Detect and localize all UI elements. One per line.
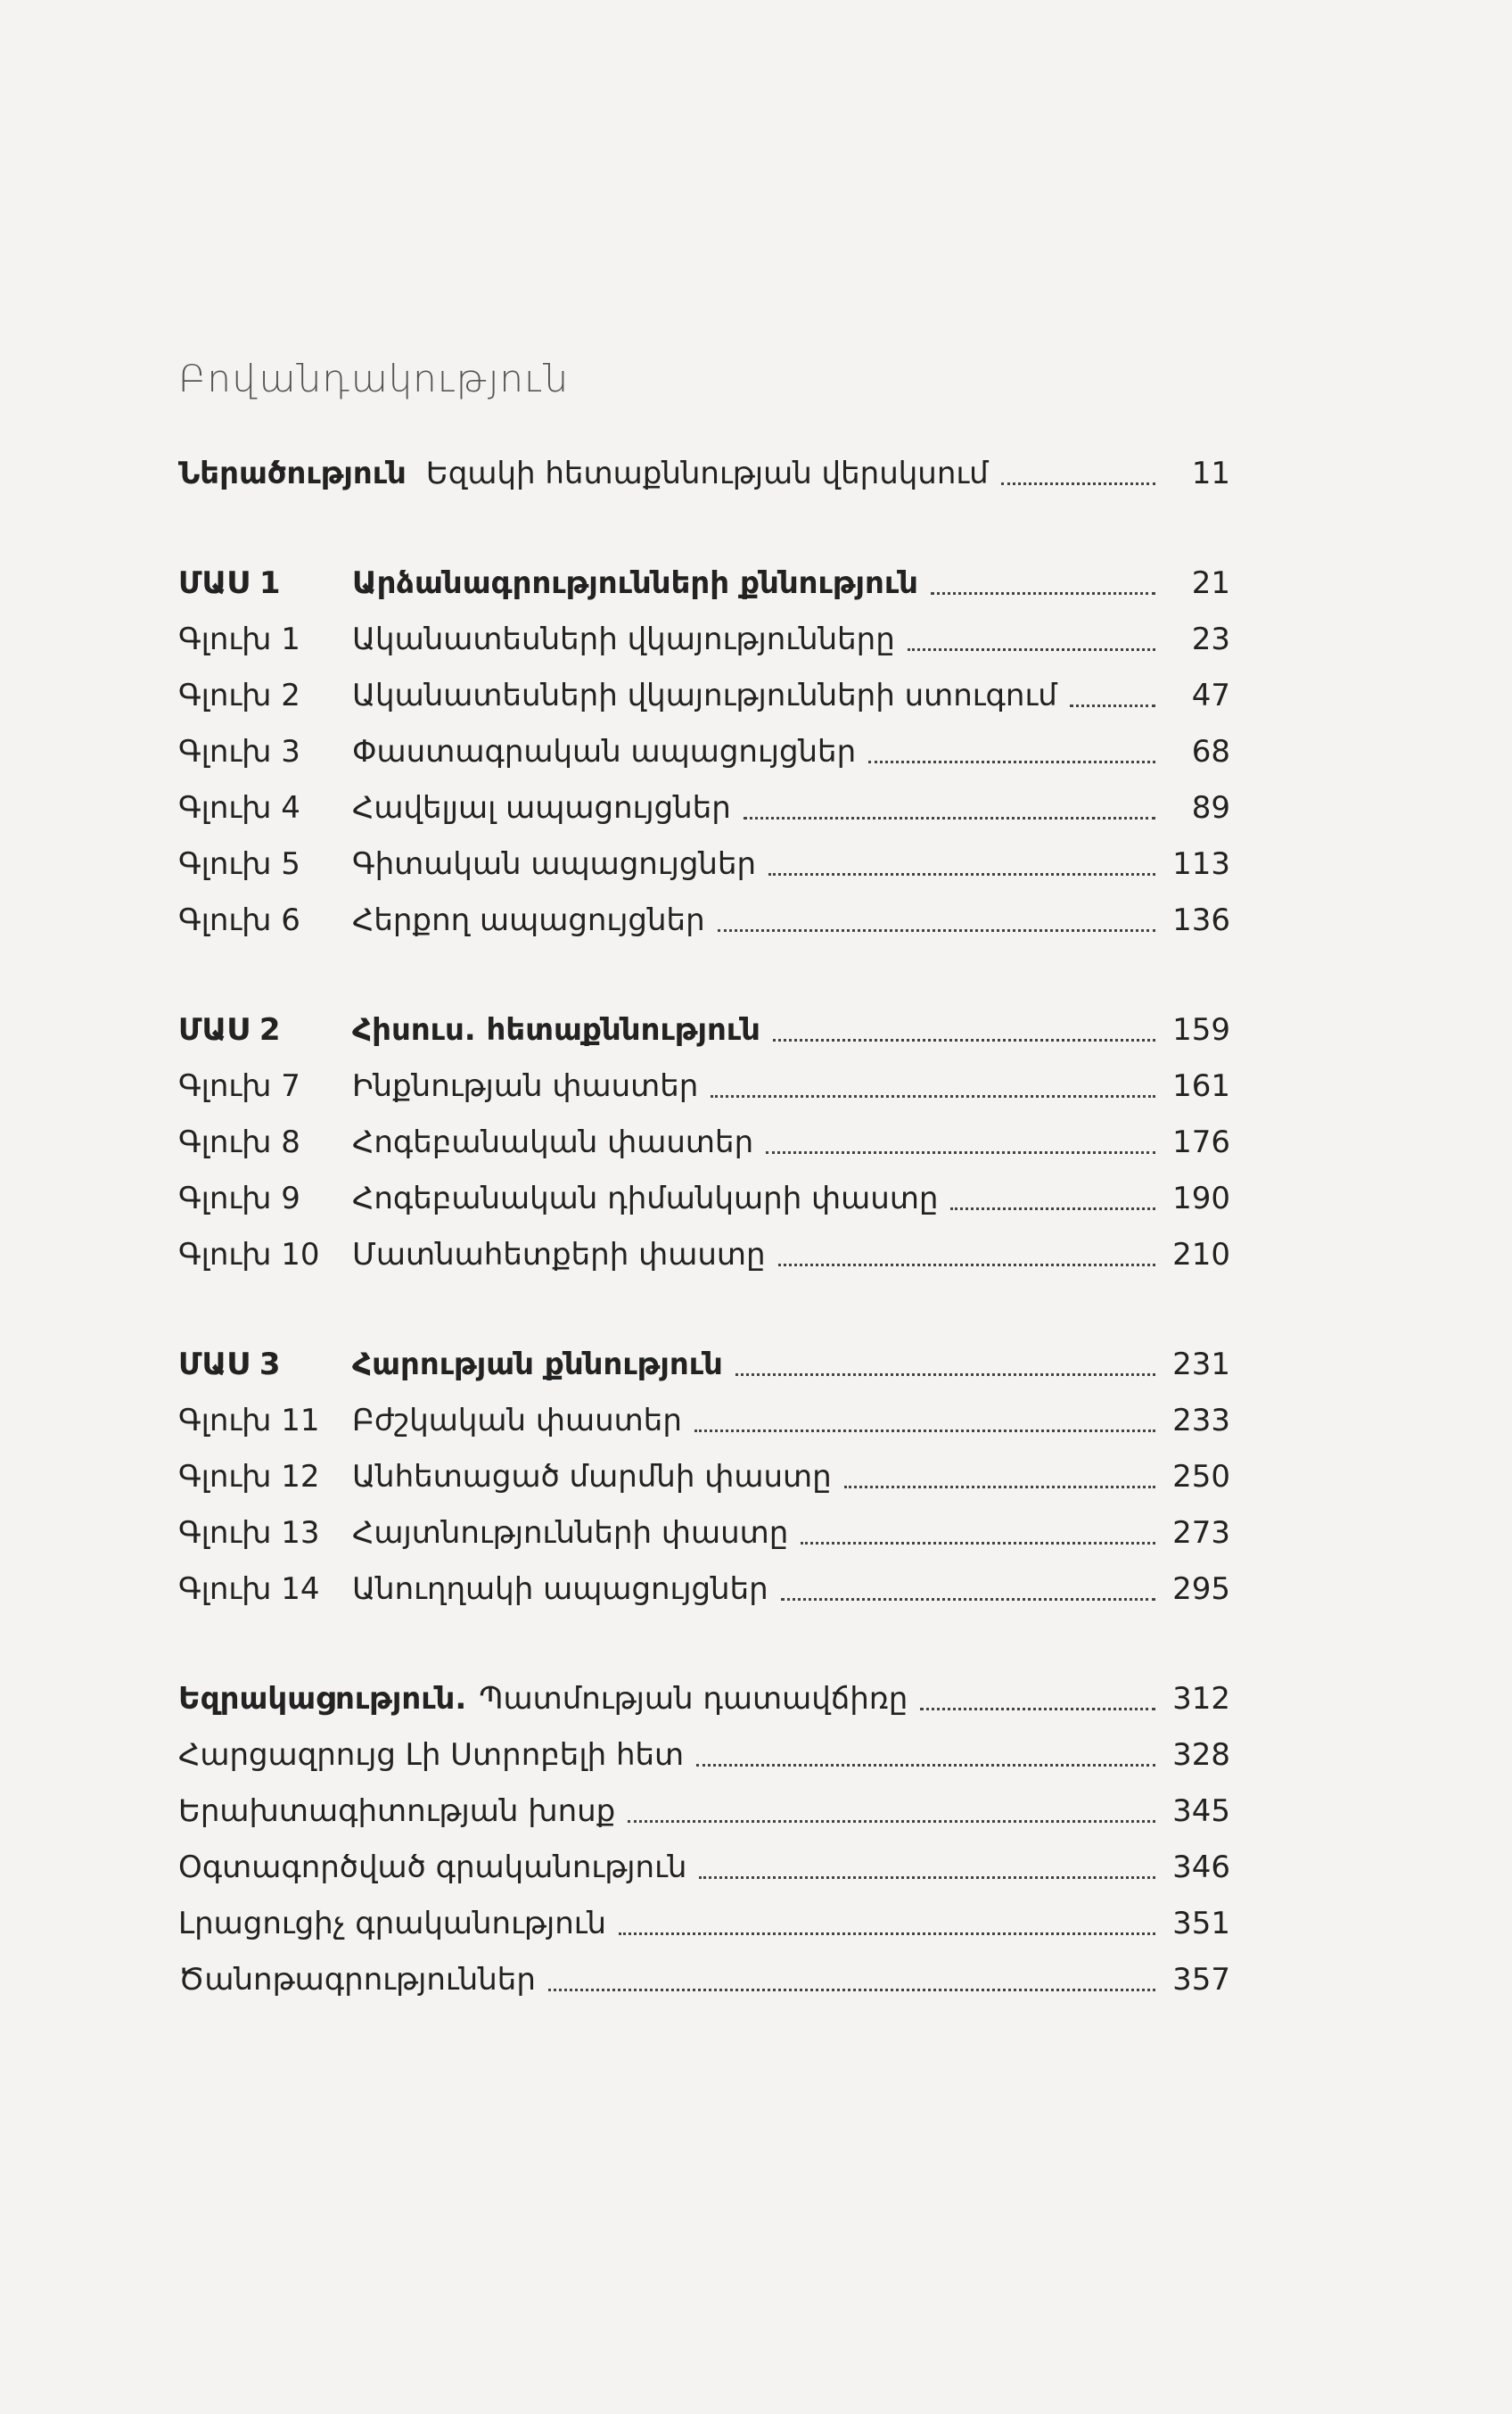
chapter-title: Ականատեսների վկայությունները [352, 622, 895, 657]
chapter-title: Բժշկական փաստեր [352, 1403, 682, 1438]
chapter-label: Գլուխ 6 [178, 902, 300, 938]
page-number: 351 [1172, 1906, 1230, 1941]
page-number: 250 [1172, 1459, 1230, 1495]
section-gap [178, 1283, 1230, 1337]
toc-row-intro[interactable] [178, 446, 1230, 502]
chapter-title: Հոգեբանական դիմանկարի փաստը [352, 1181, 939, 1216]
leader-dots [699, 1875, 1155, 1879]
section-gap [178, 1618, 1230, 1671]
chapter-title: Հերքող ապացույցներ [352, 902, 705, 938]
chapter-title: Գիտական ապացույցներ [352, 846, 757, 882]
part-title: Արձանագրությունների քննություն [352, 565, 918, 601]
toc-row-part-1[interactable] [178, 556, 1230, 612]
leader-dots [744, 816, 1155, 820]
back-matter-title: Երախտագիտության խոսք [178, 1793, 616, 1829]
leader-dots [711, 1094, 1155, 1098]
page-number: 23 [1191, 622, 1230, 657]
chapter-label: Գլուխ 11 [178, 1403, 320, 1438]
page-number: 345 [1172, 1793, 1230, 1829]
toc-row-chapter[interactable] [178, 668, 1230, 724]
chapter-label: Գլուխ 4 [178, 790, 300, 826]
toc-row-chapter[interactable] [178, 724, 1230, 780]
page-number: 357 [1172, 1962, 1230, 1998]
toc-row-chapter[interactable] [178, 1171, 1230, 1227]
chapter-title: Հայտնությունների փաստը [352, 1515, 789, 1551]
chapter-title: Մատնահետքերի փաստը [352, 1237, 766, 1273]
section-gap [178, 949, 1230, 1002]
part-title: Հիսուս. հետաքննություն [352, 1012, 760, 1048]
chapter-title: Փաստագրական ապացույցներ [352, 734, 857, 770]
page-number: 21 [1191, 565, 1230, 601]
chapter-title: Անհետացած մարմնի փաստը [352, 1459, 832, 1495]
leader-dots [801, 1541, 1155, 1545]
page-number: 11 [1191, 456, 1230, 491]
toc-row-chapter[interactable] [178, 1115, 1230, 1171]
leader-dots [920, 1707, 1155, 1710]
leader-dots [766, 1150, 1155, 1154]
chapter-title: Անուղղակի ապացույցներ [352, 1571, 768, 1607]
page-number: 161 [1172, 1068, 1230, 1104]
part-title: Հարության քննություն [352, 1347, 723, 1382]
toc-row-chapter[interactable] [178, 1227, 1230, 1283]
back-matter-title: Լրացուցիչ գրականություն [178, 1906, 607, 1941]
part-label: ՄԱՍ 3 [178, 1347, 281, 1382]
page-number: 113 [1172, 846, 1230, 882]
leader-dots [931, 591, 1155, 595]
chapter-label: Գլուխ 8 [178, 1125, 300, 1160]
page-number: 312 [1172, 1681, 1230, 1717]
chapter-title: Ականատեսների վկայությունների ստուգում [352, 678, 1057, 713]
leader-dots [718, 928, 1155, 932]
toc-row-part-3[interactable] [178, 1337, 1230, 1393]
section-gap [178, 502, 1230, 556]
chapter-title: Ինքնության փաստեր [352, 1068, 699, 1104]
leader-dots [778, 1263, 1155, 1266]
toc-row-back-matter[interactable] [178, 1727, 1230, 1784]
leader-dots [696, 1763, 1155, 1767]
leader-dots [628, 1819, 1155, 1823]
toc-heading: Բովանդակություն [178, 357, 570, 400]
chapter-label: Գլուխ 13 [178, 1515, 320, 1551]
table-of-contents [178, 446, 1230, 2008]
toc-row-chapter[interactable] [178, 780, 1230, 836]
intro-label: Ներածություն [178, 456, 407, 491]
intro-title: Եզակի հետաքննության վերսկսում [425, 456, 989, 491]
leader-dots [868, 760, 1155, 763]
page-number: 210 [1172, 1237, 1230, 1273]
toc-row-chapter[interactable] [178, 1059, 1230, 1115]
back-matter-title: Օգտագործված գրականություն [178, 1850, 687, 1885]
page-number: 346 [1172, 1850, 1230, 1885]
leader-dots [950, 1207, 1155, 1210]
back-matter-title: Հարցազրույց Լի Ստրոբելի հետ [178, 1737, 685, 1773]
toc-row-back-matter[interactable] [178, 1784, 1230, 1840]
conclusion-label: Եզրակացություն. [178, 1681, 467, 1717]
toc-row-back-matter[interactable] [178, 1896, 1230, 1952]
toc-row-conclusion[interactable] [178, 1671, 1230, 1727]
leader-dots [735, 1372, 1155, 1376]
conclusion-title: Պատմության դատավճիռը [479, 1681, 908, 1717]
chapter-label: Գլուխ 10 [178, 1237, 320, 1273]
page-number: 295 [1172, 1571, 1230, 1607]
page-number: 231 [1172, 1347, 1230, 1382]
part-label: ՄԱՍ 1 [178, 565, 281, 601]
chapter-label: Գլուխ 12 [178, 1459, 320, 1495]
chapter-label: Գլուխ 14 [178, 1571, 320, 1607]
page-number: 159 [1172, 1012, 1230, 1048]
part-label: ՄԱՍ 2 [178, 1012, 281, 1048]
leader-dots [781, 1597, 1155, 1601]
chapter-label: Գլուխ 1 [178, 622, 300, 657]
page-number: 47 [1191, 678, 1230, 713]
page-number: 176 [1172, 1125, 1230, 1160]
chapter-title: Հոգեբանական փաստեր [352, 1125, 754, 1160]
toc-row-chapter[interactable] [178, 1449, 1230, 1505]
chapter-label: Գլուխ 9 [178, 1181, 300, 1216]
page-number: 68 [1191, 734, 1230, 770]
toc-row-chapter[interactable] [178, 612, 1230, 668]
leader-dots [908, 647, 1155, 651]
chapter-label: Գլուխ 2 [178, 678, 300, 713]
page-number: 233 [1172, 1403, 1230, 1438]
leader-dots [1001, 482, 1155, 485]
back-matter-title: Ծանոթագրություններ [178, 1962, 536, 1998]
toc-row-chapter[interactable] [178, 836, 1230, 893]
leader-dots [1070, 704, 1155, 707]
chapter-title: Հավելյալ ապացույցներ [352, 790, 731, 826]
leader-dots [768, 872, 1155, 876]
page-number: 190 [1172, 1181, 1230, 1216]
toc-row-back-matter[interactable] [178, 1952, 1230, 2008]
toc-row-chapter[interactable] [178, 1561, 1230, 1618]
chapter-label: Գլուխ 3 [178, 734, 300, 770]
leader-dots [694, 1429, 1155, 1432]
toc-row-part-2[interactable] [178, 1002, 1230, 1059]
page-number: 328 [1172, 1737, 1230, 1773]
leader-dots [619, 1932, 1155, 1935]
toc-row-back-matter[interactable] [178, 1840, 1230, 1896]
toc-row-chapter[interactable] [178, 1393, 1230, 1449]
toc-row-chapter[interactable] [178, 1505, 1230, 1561]
page-number: 273 [1172, 1515, 1230, 1551]
page-number: 89 [1191, 790, 1230, 826]
leader-dots [548, 1988, 1155, 1991]
leader-dots [844, 1485, 1155, 1488]
toc-row-chapter[interactable] [178, 893, 1230, 949]
chapter-label: Գլուխ 7 [178, 1068, 300, 1104]
page-number: 136 [1172, 902, 1230, 938]
chapter-label: Գլուխ 5 [178, 846, 300, 882]
leader-dots [773, 1038, 1155, 1042]
